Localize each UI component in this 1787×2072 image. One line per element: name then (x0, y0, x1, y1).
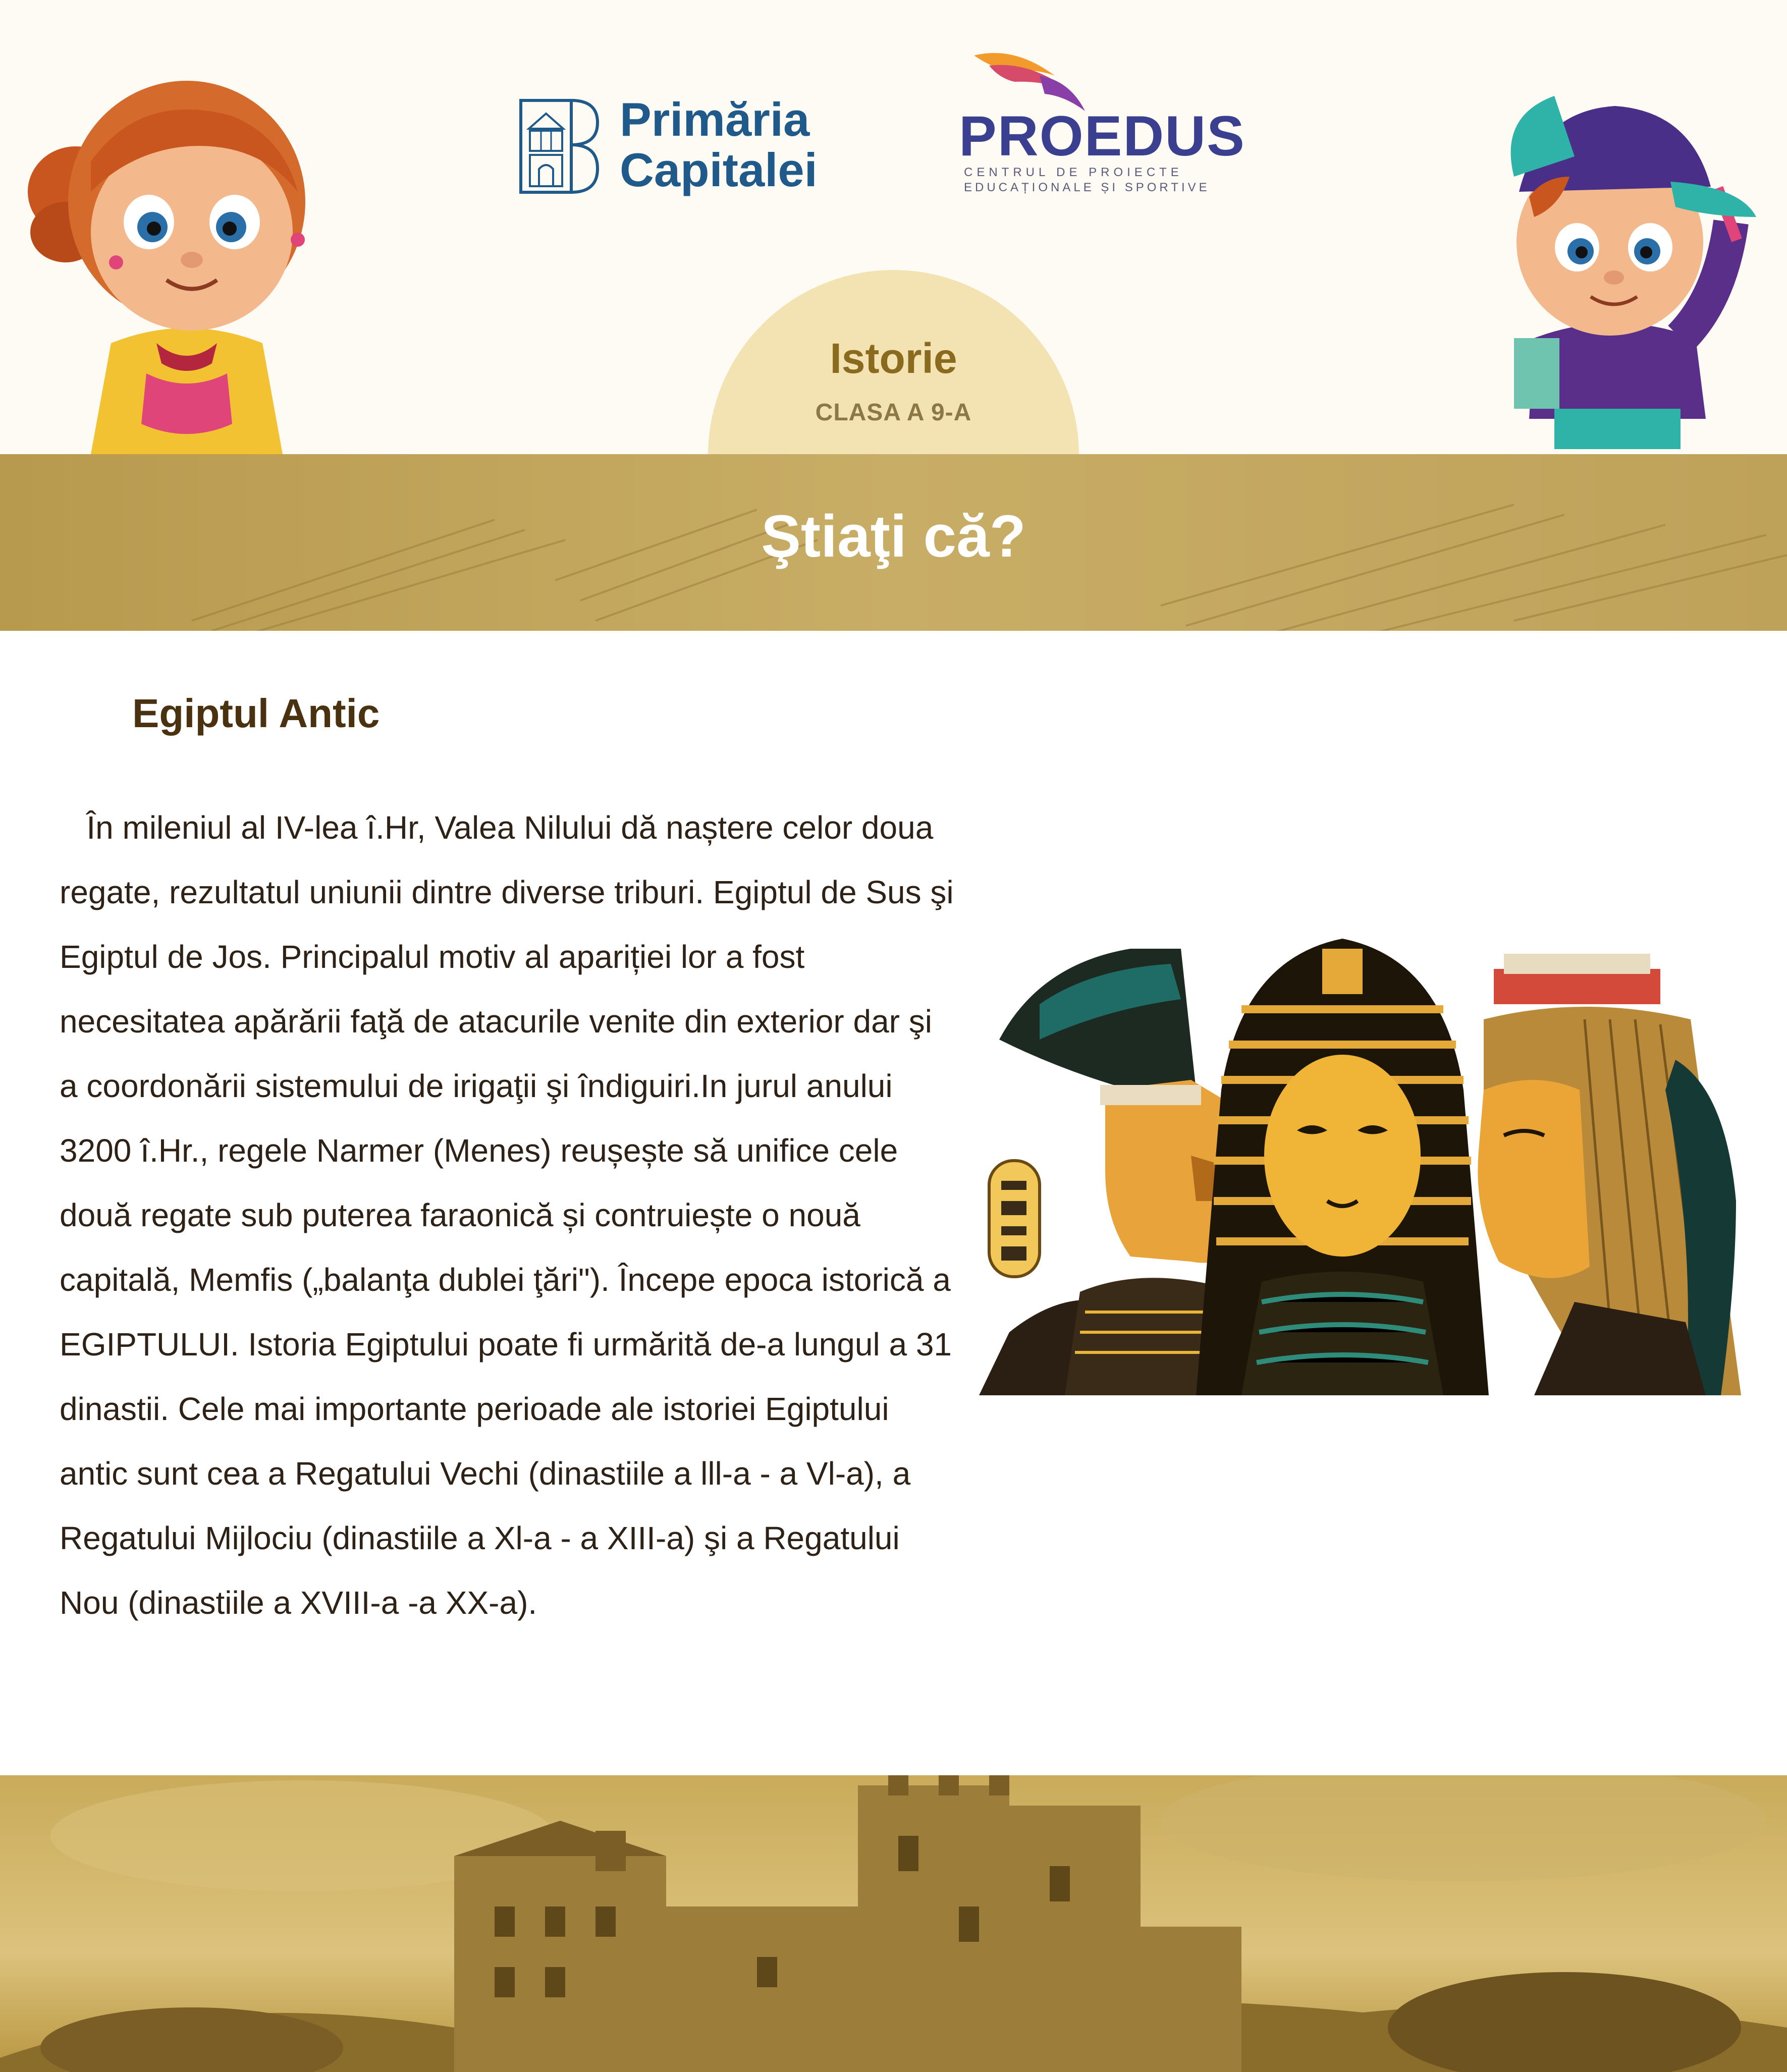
primaria-capitalei-logo (519, 93, 852, 204)
egyptian-pharaohs-illustration-icon (979, 939, 1742, 1395)
proedus-name: PROEDUS (959, 104, 1246, 168)
class-label: CLASA A 9-A (815, 399, 972, 426)
proedus-tagline-2: EDUCAȚIONALE ȘI SPORTIVE (964, 181, 1210, 194)
castle-landscape-footer-icon (0, 1775, 1787, 2072)
article-paragraph: În mileniul al IV-lea î.Hr, Valea Nilului dă naștere celor doua regate, rezultatul uniunii dintre diverse triburi. Egiptul de Sus şi Egiptul de Jos. Principalul motiv al apariției lor a fost necesitatea apărării faţă de atacurile venite din exterior dar şi a coordonării sistemului de irigaţii şi îndiguiri.In jurul anului 3200 î.Hr., regele Narmer (Menes) reușește să unifice cele două regate sub puterea faraonică și contruiește o nouă capitală, Memfis („balanţa dublei ţări"). Începe epoca istorică a EGIPTULUI. Istoria Egiptului poate fi urmărită de-a lungul a 31 dinastii. Cele mai importante perioade ale istoriei Egiptului antic sunt cea a Regatului Vechi (dinastiile a lll-a - a Vl-a), a Regatului Mijlociu (dinastiile a Xl-a - a XIII-a) şi a Regatului Nou (dinastiile a XVIII-a -a XX-a). (60, 809, 963, 1621)
article-body (60, 795, 963, 1635)
primaria-line1: Primăria (620, 93, 810, 146)
subject-title: Istorie (830, 335, 957, 382)
banner-title: Ştiaţi că? (761, 503, 1026, 570)
article-title: Egiptul Antic (132, 691, 380, 736)
boy-mascot-icon (1458, 56, 1771, 454)
primaria-building-icon (519, 98, 600, 194)
proedus-logo (959, 50, 1272, 202)
proedus-tagline-1: CENTRUL DE PROIECTE (964, 166, 1183, 179)
page-header (0, 0, 1787, 454)
primaria-line2: Capitalei (620, 143, 818, 196)
girl-mascot-icon (20, 61, 353, 454)
